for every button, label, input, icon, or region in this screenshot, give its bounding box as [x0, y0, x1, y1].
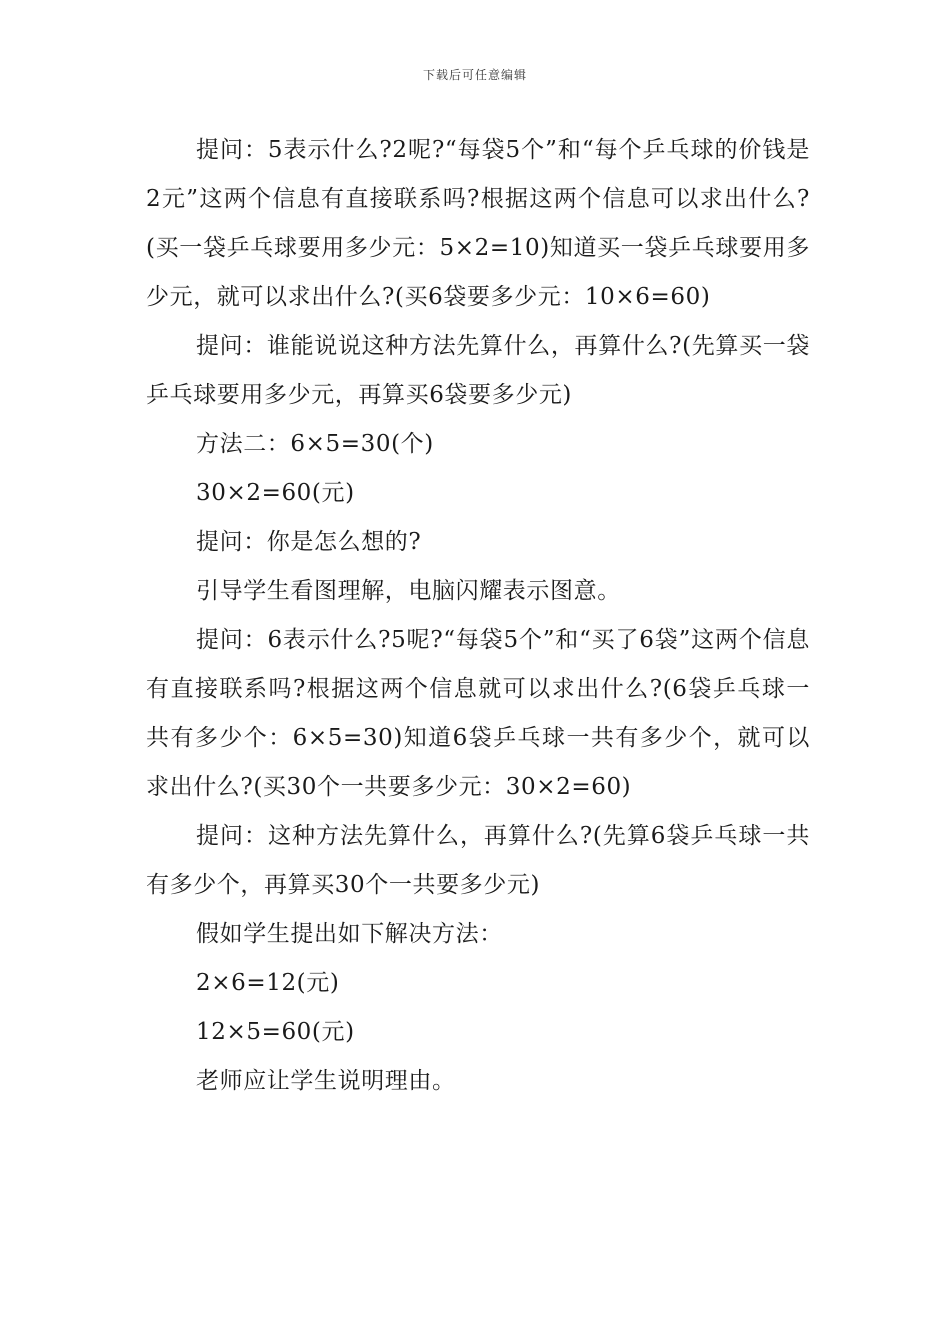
- paragraph-teacher-note: 老师应让学生说明理由。: [196, 1068, 456, 1094]
- paragraph-how-think: 提问：你是怎么想的?: [196, 529, 422, 555]
- page-header: 下载后可任意编辑: [422, 68, 527, 82]
- paragraph-method-two-step-1: 方法二：6×5=30(个): [196, 431, 434, 457]
- paragraph-student-step-1: 2×6=12(元): [196, 970, 340, 996]
- paragraph-guide-students: 引导学生看图理解，电脑闪耀表示图意。: [196, 578, 621, 604]
- paragraph-student-step-2: 12×5=60(元): [196, 1019, 355, 1045]
- paragraph-method-order-1: 提问：谁能说说这种方法先算什么，再算什么?(先算买一袋乒乓球要用多少元，再算买6袋要多少元): [146, 333, 810, 408]
- paragraph-method-two-step-2: 30×2=60(元): [196, 480, 355, 506]
- document-body: [146, 126, 810, 1106]
- paragraph-question-5-and-2: 提问：5表示什么?2呢?“每袋5个”和“每个乒乓球的价钱是2元”这两个信息有直接联系吗?根据这两个信息可以求出什么?(买一袋乒乓球要用多少元：5×2=10)知道买一袋乒乓球要用多少元，就可以求出什么?(买6袋要多少元：10×6=60): [146, 137, 810, 310]
- paragraph-question-6-and-5: 提问：6表示什么?5呢?“每袋5个”和“买了6袋”这两个信息有直接联系吗?根据这两个信息就可以求出什么?(6袋乒乓球一共有多少个：6×5=30)知道6袋乒乓球一共有多少个，就可以求出什么?(买30个一共要多少元：30×2=60): [146, 627, 810, 800]
- paragraph-student-method-intro: 假如学生提出如下解决方法：: [196, 921, 503, 947]
- paragraph-method-order-2: 提问：这种方法先算什么，再算什么?(先算6袋乒乓球一共有多少个，再算买30个一共要多少元): [146, 823, 810, 898]
